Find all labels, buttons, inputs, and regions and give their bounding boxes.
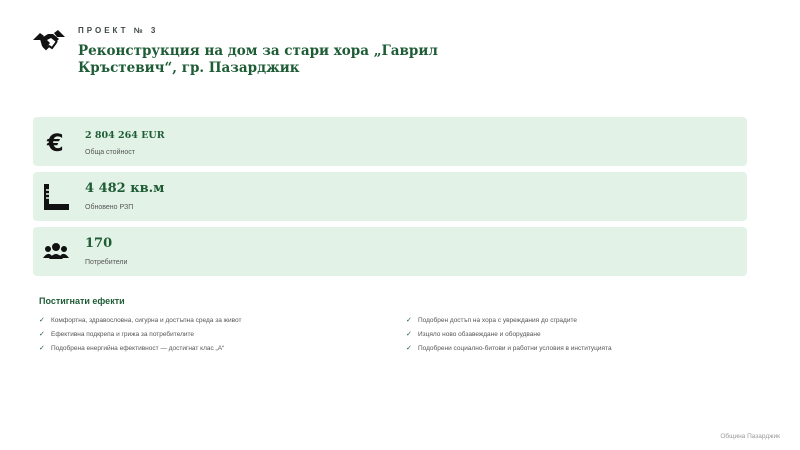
- ruler-icon: [41, 182, 71, 212]
- stats-cards: [33, 117, 747, 282]
- effect-item: ✓ Изцяло ново обзавеждане и оборудване: [406, 331, 541, 338]
- users-icon: [41, 237, 71, 267]
- check-icon: ✓: [406, 345, 412, 352]
- stat-value: 4 482 кв.м: [85, 181, 165, 196]
- effect-item: ✓ Подобрени социално-битови и работни условия в институцията: [406, 345, 612, 352]
- effects-section: [39, 296, 759, 352]
- effect-item: ✓ Подобрен достъп на хора с увреждания до сградите: [406, 317, 577, 324]
- effects-list-left: [39, 316, 241, 358]
- effects-title: Постигнати ефекти: [39, 296, 125, 306]
- stat-label: Потребители: [85, 259, 128, 266]
- footer-municipality: Община Пазарджик: [720, 433, 780, 440]
- check-icon: ✓: [39, 331, 45, 338]
- stat-label: Обновено РЗП: [85, 204, 134, 211]
- effects-list-right: [406, 316, 612, 358]
- stat-card-area: [33, 172, 747, 221]
- handshake-icon: [32, 28, 66, 54]
- check-icon: ✓: [39, 317, 45, 324]
- check-icon: ✓: [406, 317, 412, 324]
- check-icon: ✓: [39, 345, 45, 352]
- effect-item: ✓ Ефективна подкрепа и грижа за потребителите: [39, 331, 195, 338]
- project-number: ПРОЕКТ № 3: [78, 26, 159, 35]
- stat-card-cost: [33, 117, 747, 166]
- effect-item: ✓ Комфортна, здравословна, сигурна и достъпна среда за живот: [39, 317, 242, 324]
- svg-text:€: €: [47, 129, 64, 157]
- stat-value: 2 804 264 EUR: [85, 130, 165, 141]
- effect-item: ✓ Подобрена енергийна ефективност — достигнат клас „А“: [39, 345, 225, 352]
- stat-card-users: [33, 227, 747, 276]
- stat-value: 170: [85, 236, 113, 251]
- euro-icon: [41, 127, 71, 157]
- stat-label: Обща стойност: [85, 149, 135, 156]
- project-title: Реконструкция на дом за стари хора „Гаврил Кръстевич“, гр. Пазарджик: [78, 43, 438, 76]
- check-icon: ✓: [406, 331, 412, 338]
